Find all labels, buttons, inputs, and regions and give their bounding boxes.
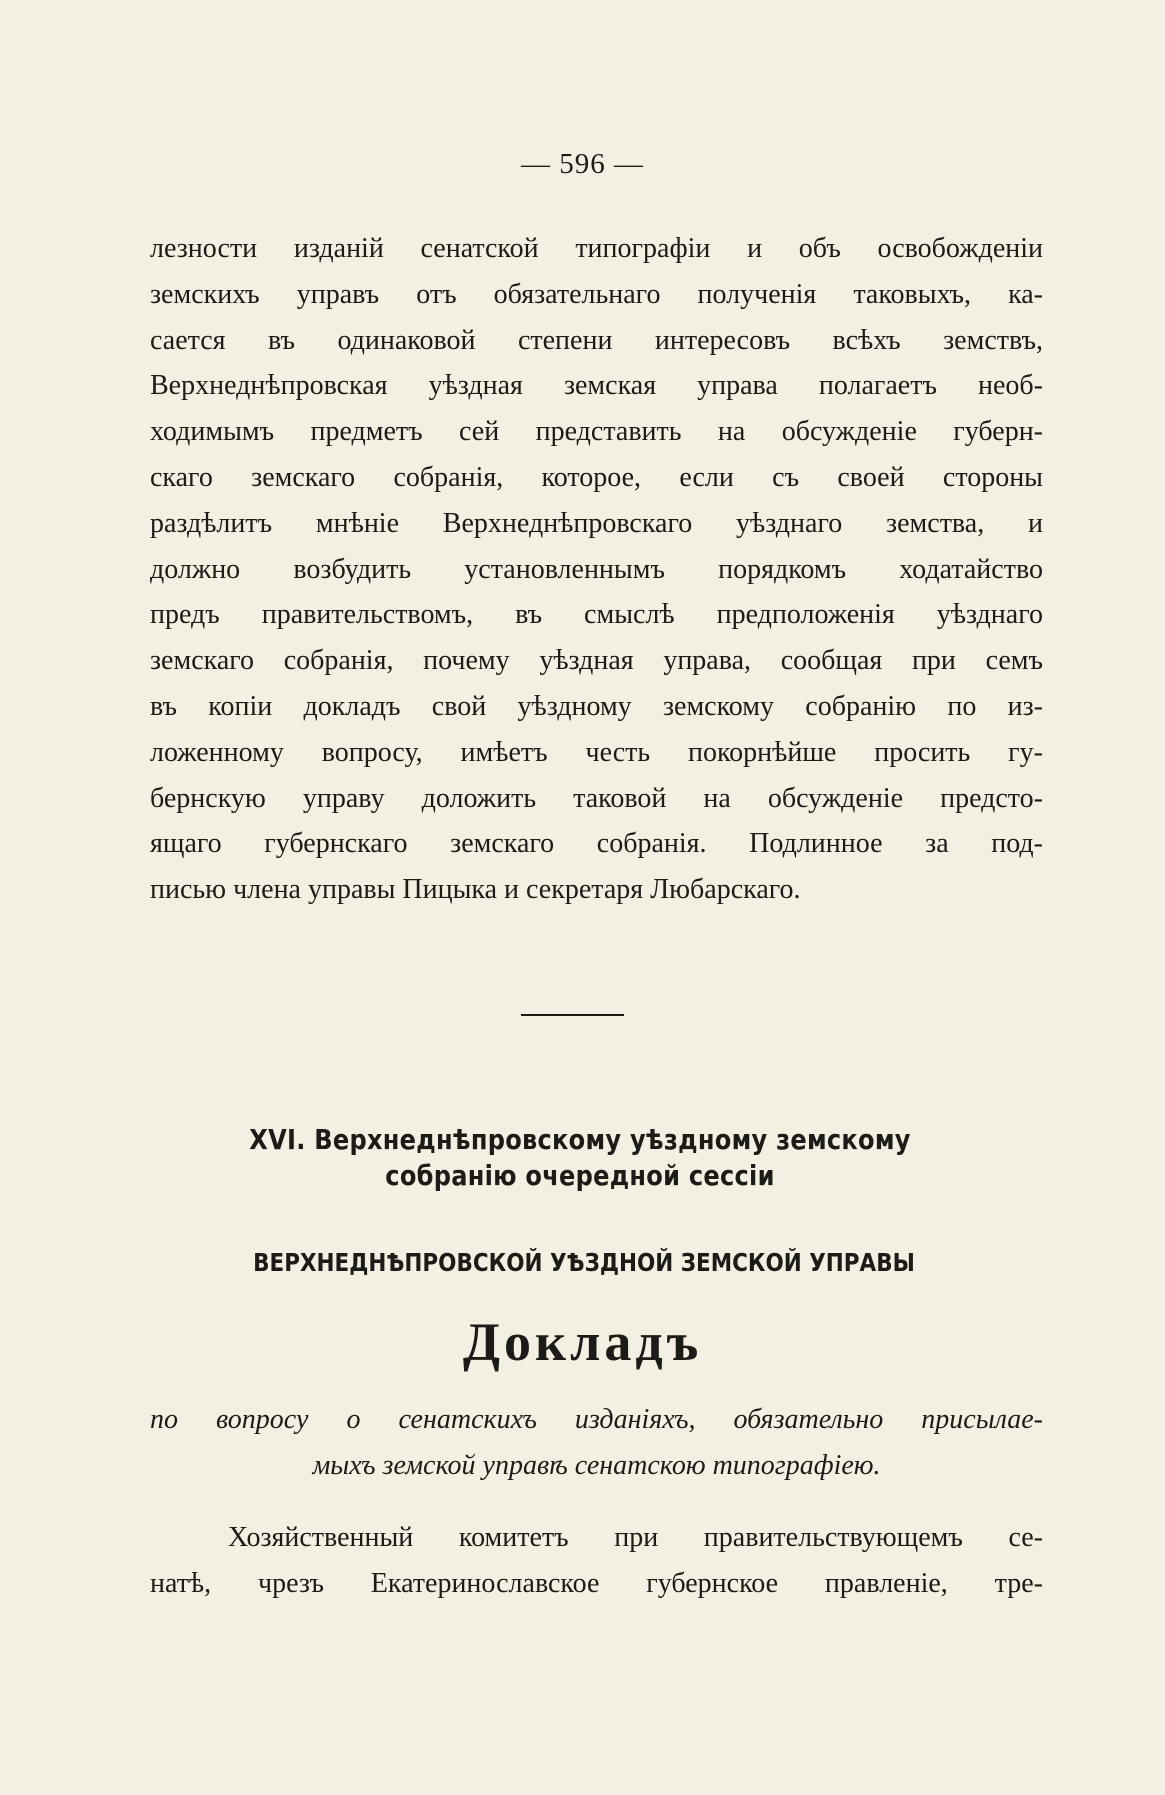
text-line: ходимымъ предметъ сей представить на обсужденіе губерн- <box>150 416 1043 448</box>
text-line: ложенному вопросу, имѣетъ честь покорнѣйше просить гу- <box>150 736 1043 768</box>
text-line: земскаго собранія, почему уѣздная управа, сообщая при семъ <box>150 645 1043 677</box>
doklad-subtitle <box>150 1397 1043 1489</box>
section-subheading: ВЕРХНЕДНѢПРОВСКОЙ УѢЗДНОЙ ЗЕМСКОЙ УПРАВЫ <box>253 1248 915 1277</box>
text-line: лезности изданій сенатской типографіи и объ освобожденіи <box>150 233 1043 264</box>
text-line: писью члена управы Пицыка и секретаря Любарскаго. <box>150 874 801 906</box>
page-number: — 596 — <box>521 148 644 180</box>
body-paragraph <box>150 226 1043 913</box>
text-line: предъ правительствомъ, въ смыслѣ предположенія уѣзднаго <box>150 599 1043 631</box>
text-line: раздѣлитъ мнѣніе Верхнеднѣпровскаго уѣзднаго земства, и <box>150 507 1043 539</box>
doklad-title: Докладъ <box>462 1312 703 1372</box>
text-line: Верхнеднѣпровская уѣздная земская управа полагаетъ необ- <box>150 370 1043 402</box>
text-line: ящаго губернскаго земскаго собранія. Подлинное за под- <box>150 828 1043 860</box>
text-line: должно возбудить установленнымъ порядкомъ ходатайство <box>150 553 1043 585</box>
doklad-body <box>150 1515 1043 1607</box>
section-heading: XVI. Верхнеднѣпровскому уѣздному земскому собранію очередной сессіи <box>249 1123 911 1192</box>
text-line: въ копіи докладъ свой уѣздному земскому собранію по из- <box>150 690 1043 722</box>
text-line: земскихъ управъ отъ обязательнаго полученія таковыхъ, ка- <box>150 278 1043 310</box>
section-divider <box>521 1014 624 1016</box>
text-line: скаго земскаго собранія, которое, если съ своей стороны <box>150 461 1043 493</box>
subtitle-line: по вопросу о сенатскихъ изданіяхъ, обязательно присылае- <box>150 1404 1043 1435</box>
text-line: бернскую управу доложить таковой на обсужденіе предсто- <box>150 782 1043 814</box>
text-line: Хозяйственный комитетъ при правительствующемъ се- <box>228 1522 1043 1553</box>
subtitle-line: мыхъ земской управѣ сенатскою типографіею. <box>312 1450 881 1481</box>
text-line: натѣ, чрезъ Екатеринославское губернское правленіе, тре- <box>150 1567 1043 1599</box>
text-line: сается въ одинаковой степени интересовъ всѣхъ земствъ, <box>150 324 1043 356</box>
